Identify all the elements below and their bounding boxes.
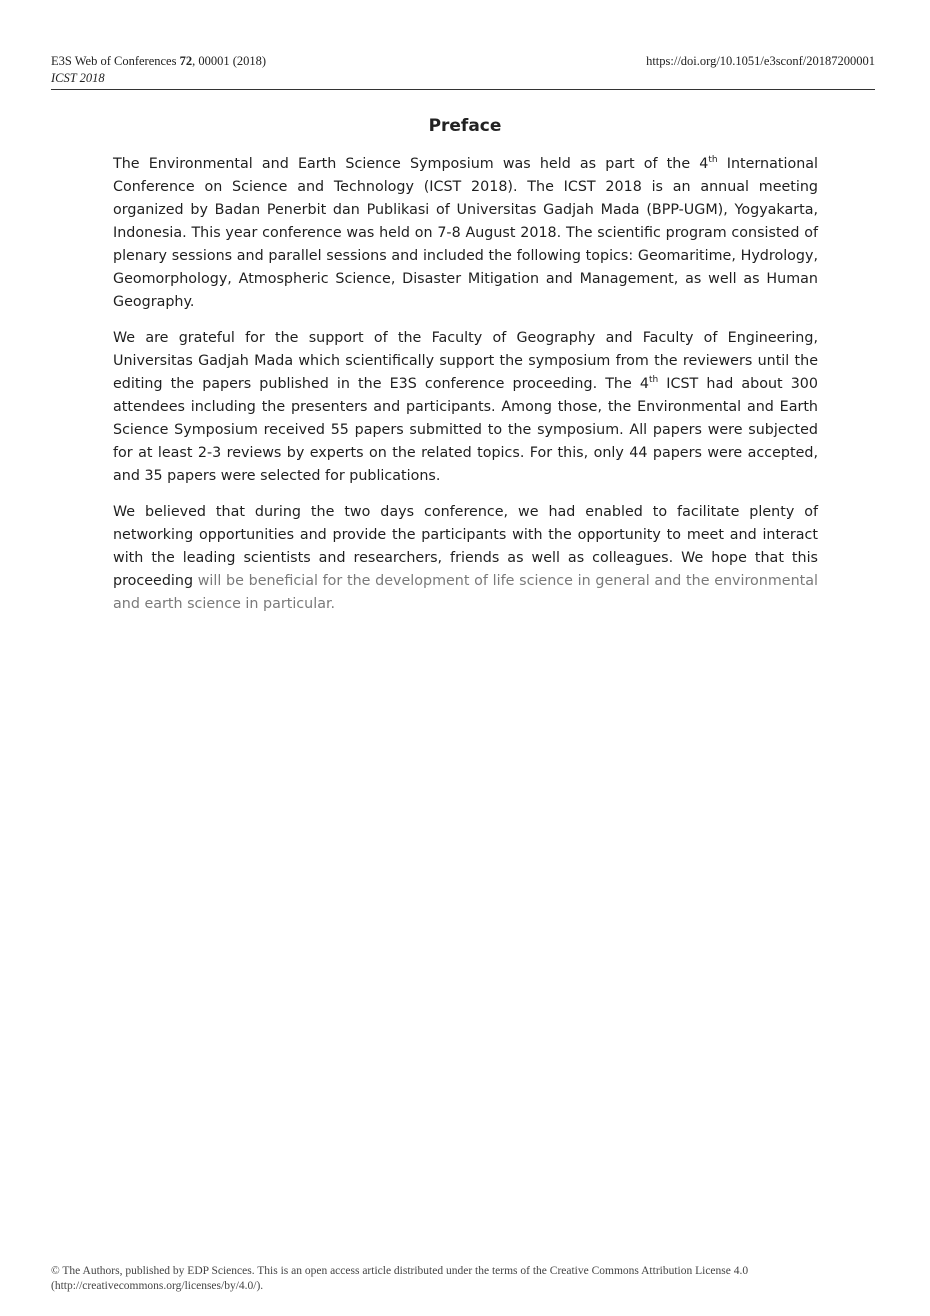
ordinal-superscript: th bbox=[648, 375, 659, 386]
page-header bbox=[51, 53, 875, 90]
journal-volume: 72 bbox=[179, 54, 193, 68]
preface-body bbox=[113, 153, 818, 629]
paragraph-3 bbox=[113, 501, 818, 616]
article-number: , 00001 (2018) bbox=[192, 54, 267, 68]
journal-name: E3S Web of Conferences bbox=[51, 54, 180, 68]
paragraph-1 bbox=[113, 153, 818, 314]
paragraph-2-text-a: We are grateful for the support of the Faculty of Geography and Faculty of Engineering, Universitas Gadjah Mada which scientifically support the symposium from the reviewers until the editing the papers published in the E3S conference proceeding. The 4 bbox=[113, 330, 818, 392]
conference-name: ICST 2018 bbox=[51, 71, 105, 85]
license-footer bbox=[51, 1264, 875, 1294]
license-url[interactable]: (http://creativecommons.org/licenses/by/4.0/). bbox=[51, 1280, 264, 1292]
doi-link[interactable]: https://doi.org/10.1051/e3sconf/20187200001 bbox=[646, 54, 875, 68]
license-text: © The Authors, published by EDP Sciences. This is an open access article distributed under the terms of the Creative Commons Attribution License 4.0 bbox=[51, 1265, 749, 1277]
paragraph-3-text-b: will be beneficial for the development of life science in general and the environmental and earth science in particular. bbox=[113, 573, 818, 612]
paragraph-2 bbox=[113, 327, 818, 488]
paragraph-1-text-a: The Environmental and Earth Science Symposium was held as part of the 4 bbox=[113, 156, 709, 172]
journal-citation bbox=[51, 53, 266, 70]
ordinal-superscript: th bbox=[708, 155, 718, 166]
paragraph-2-text-b: ICST had about 300 attendees including the presenters and participants. Among those, the Environmental and Earth Science Symposium received 55 papers submitted to the symposium. All papers were subjected for at least 2-3 reviews by experts on the related topics. For this, only 44 papers were accepted, and 35 papers were selected for publications. bbox=[113, 376, 818, 484]
paragraph-1-text-b: International Conference on Science and Technology (ICST 2018). The ICST 2018 is an annual meeting organized by Badan Penerbit dan Publikasi of Universitas Gadjah Mada (BPP-UGM), Yogyakarta, Indonesia. This year conference was held on 7-8 August 2018. The scientific program consisted of plenary sessions and parallel sessions and included the following topics: Geomaritime, Hydrology, Geomorphology, Atmospheric Science, Disaster Mitigation and Management, as well as Human Geography. bbox=[113, 156, 818, 310]
paragraph-3-text-a: We believed that during the two days conference, we had enabled to facilitate plenty of networking opportunities and provide the participants with the opportunity to meet and interact with the leading scientists and researchers, friends as well as colleagues. We hope that this proceeding bbox=[113, 504, 818, 589]
page-title: Preface bbox=[428, 116, 502, 136]
header-citation bbox=[51, 53, 266, 87]
